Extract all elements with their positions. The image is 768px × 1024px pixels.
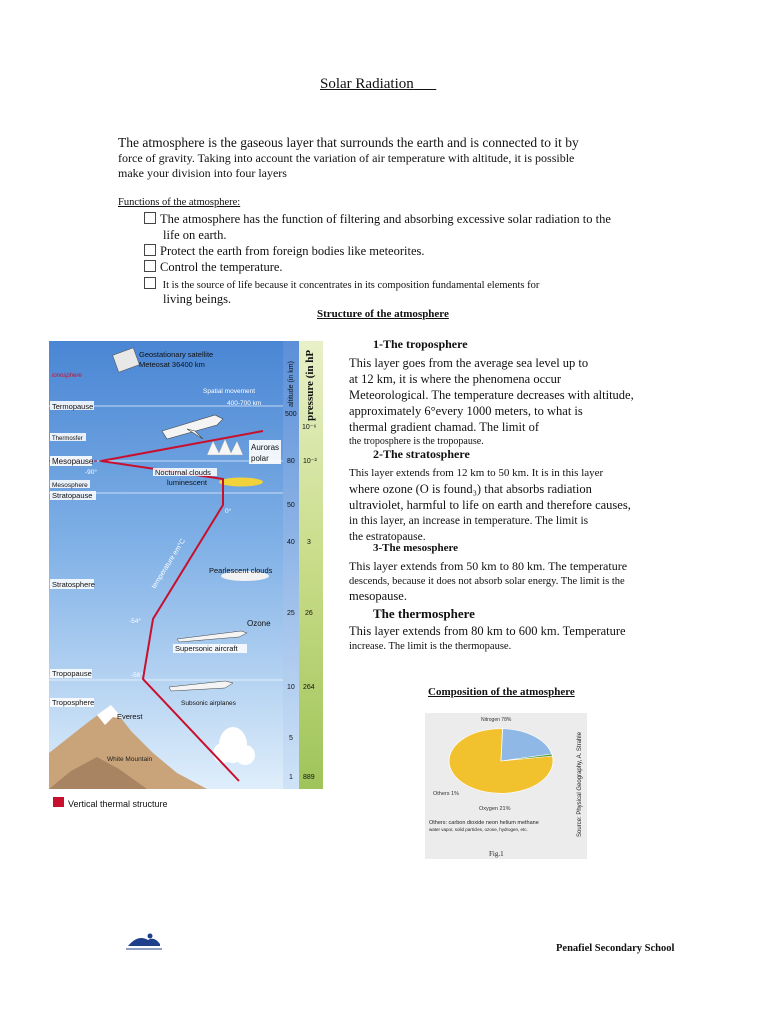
pressure-tick: 264 bbox=[303, 684, 315, 691]
alt-tick: 80 bbox=[287, 458, 295, 465]
pressure-tick: 10⁻² bbox=[303, 458, 317, 465]
function-item-2: Protect the earth from foreign bodies like meteorites. bbox=[144, 244, 425, 259]
alt-tick: 1 bbox=[289, 774, 293, 781]
label-minus56: -56° bbox=[131, 672, 143, 679]
intro-line-1: The atmosphere is the gaseous layer that surrounds the earth and is connected to it by bbox=[118, 135, 579, 150]
composition-source: Source: Physical Geography, A. Strahle bbox=[577, 732, 583, 837]
mesosphere-text: This layer extends from 50 km to 80 km. The temperature descends, because it does not absorb solar energy. The limit is the mesopause. bbox=[349, 559, 628, 603]
pressure-tick: 10⁻⁶ bbox=[302, 424, 317, 431]
label-luminescent: luminescent bbox=[167, 478, 208, 487]
pie-label-oxygen: Oxygen 21% bbox=[479, 806, 511, 812]
label-termopause: Termopause bbox=[52, 402, 94, 411]
label-auroras: Auroras bbox=[251, 443, 280, 452]
stratosphere-heading: 2-The stratosphere bbox=[373, 447, 470, 461]
composition-note-1: Others: carbon dioxide neon helium methane bbox=[429, 820, 539, 826]
altitude-bar bbox=[283, 341, 299, 789]
bullet-icon bbox=[144, 244, 156, 256]
alt-tick: 10 bbox=[287, 684, 295, 691]
label-minus90: -90° bbox=[85, 469, 97, 476]
atmosphere-diagram bbox=[27, 333, 327, 815]
thermosphere-text: This layer extends from 80 km to 600 km. Temperature increase. The limit is the thermopause. bbox=[349, 624, 626, 652]
school-logo-icon bbox=[124, 930, 164, 952]
function-item-4: It is the source of life because it concentrates in its composition fundamental elements for bbox=[144, 277, 539, 291]
pie-label-others: Others 1% bbox=[433, 791, 459, 797]
label-mesosphere: Mesosphere bbox=[52, 482, 88, 489]
label-altitude-axis: altitude (in km) bbox=[288, 361, 295, 407]
alt-tick: 50 bbox=[287, 502, 295, 509]
label-everest: Everest bbox=[117, 712, 143, 721]
stratosphere-text: This layer extends from 12 km to 50 km. It is in this layer where ozone (O is found₃) that absorbs radiation ultraviolet, harmful to life on earth and therefore causes, in this layer, an increase in temperature. The limit is the estratopause. bbox=[349, 467, 631, 543]
alt-tick: 40 bbox=[287, 539, 295, 546]
composition-heading: Composition of the atmosphere bbox=[428, 686, 575, 698]
function-item-3: Control the temperature. bbox=[144, 260, 283, 275]
structure-heading: Structure of the atmosphere bbox=[317, 308, 449, 320]
label-zero: 0° bbox=[225, 508, 232, 515]
thermosphere-heading: The thermosphere bbox=[373, 606, 475, 621]
label-ozone: Ozone bbox=[247, 619, 271, 628]
troposphere-text: This layer goes from the average sea level up to at 12 km, it is where the phenomena occur Meteorological. The temperature decreases with altitude, approximately 6°every 1000 meters, to what is thermal gradient chamad. The limit of the troposphere is the tropopause. bbox=[349, 356, 634, 447]
intro-line-2: force of gravity. Taking into account the variation of air temperature with altitude, it is possible bbox=[118, 151, 575, 165]
label-spatial-movement: Spatial movement bbox=[203, 388, 256, 395]
composition-note-2: water vapor, solid particles, ozone, hydrogen, etc. bbox=[429, 827, 528, 832]
pressure-tick: 889 bbox=[303, 774, 315, 781]
label-temperature-axis: temperature em°C bbox=[150, 537, 188, 591]
label-thermosfer: Thermosfer bbox=[52, 436, 83, 442]
label-spatial-km: 400-700 km bbox=[227, 400, 262, 407]
school-logo bbox=[124, 930, 164, 952]
label-tropopause: Tropopause bbox=[52, 669, 92, 678]
label-polar: polar bbox=[251, 454, 269, 463]
label-white-mountain: White Mountain bbox=[107, 756, 153, 763]
bullet-icon bbox=[144, 260, 156, 272]
page-title: Solar Radiation bbox=[320, 76, 414, 92]
label-supersonic-aircraft: Supersonic aircraft bbox=[175, 644, 238, 653]
label-pressure-axis: pressure (in hP bbox=[304, 349, 316, 421]
alt-tick: 5 bbox=[289, 735, 293, 742]
label-nocturnal-clouds: Nocturnal clouds bbox=[155, 468, 211, 477]
alt-tick: 25 bbox=[287, 610, 295, 617]
label-geostationary-satellite: Geostationary satellite bbox=[139, 350, 214, 359]
atmosphere-structure-figure bbox=[27, 333, 327, 815]
mesosphere-heading: 3-The mesosphere bbox=[373, 542, 459, 554]
label-ionosphere: ionosphere bbox=[52, 373, 82, 379]
functions-heading: Functions of the atmosphere: bbox=[118, 197, 241, 208]
footer-school-name: Penafiel Secondary School bbox=[556, 943, 675, 954]
label-minus54: -54° bbox=[129, 618, 141, 625]
label-stratosphere: Stratosphere bbox=[52, 580, 95, 589]
pressure-tick: 26 bbox=[305, 610, 313, 617]
label-troposphere: Troposphere bbox=[52, 698, 95, 707]
troposphere-heading: 1-The troposphere bbox=[373, 337, 468, 351]
bullet-icon bbox=[144, 277, 156, 289]
pie-label-nitrogen: Nitrogen 78% bbox=[481, 717, 512, 723]
intro-line-3: make your division into four layers bbox=[118, 166, 287, 180]
label-pearlescent-clouds: Pearlescent clouds bbox=[209, 566, 273, 575]
nocturnal-cloud bbox=[219, 478, 263, 487]
legend-swatch bbox=[53, 797, 64, 807]
function-item-4-cont: living beings. bbox=[163, 292, 232, 306]
function-item-1-cont: life on earth. bbox=[163, 228, 227, 242]
label-subsonic-airplanes: Subsonic airplanes bbox=[181, 700, 236, 707]
legend-label: Vertical thermal structure bbox=[68, 799, 168, 809]
label-meteosat: Meteosat 36400 km bbox=[139, 360, 205, 369]
function-item-1: The atmosphere has the function of filtering and absorbing excessive solar radiation to the bbox=[144, 212, 611, 227]
label-mesopause: Mesopause bbox=[52, 457, 94, 466]
pressure-tick: 3 bbox=[307, 539, 311, 546]
label-stratopause: Stratopause bbox=[52, 491, 93, 500]
composition-figure bbox=[425, 713, 587, 859]
bullet-icon bbox=[144, 212, 156, 224]
composition-fig-label: Fig.1 bbox=[489, 850, 504, 858]
composition-pie-chart bbox=[425, 713, 587, 859]
alt-tick: 500 bbox=[285, 411, 297, 418]
